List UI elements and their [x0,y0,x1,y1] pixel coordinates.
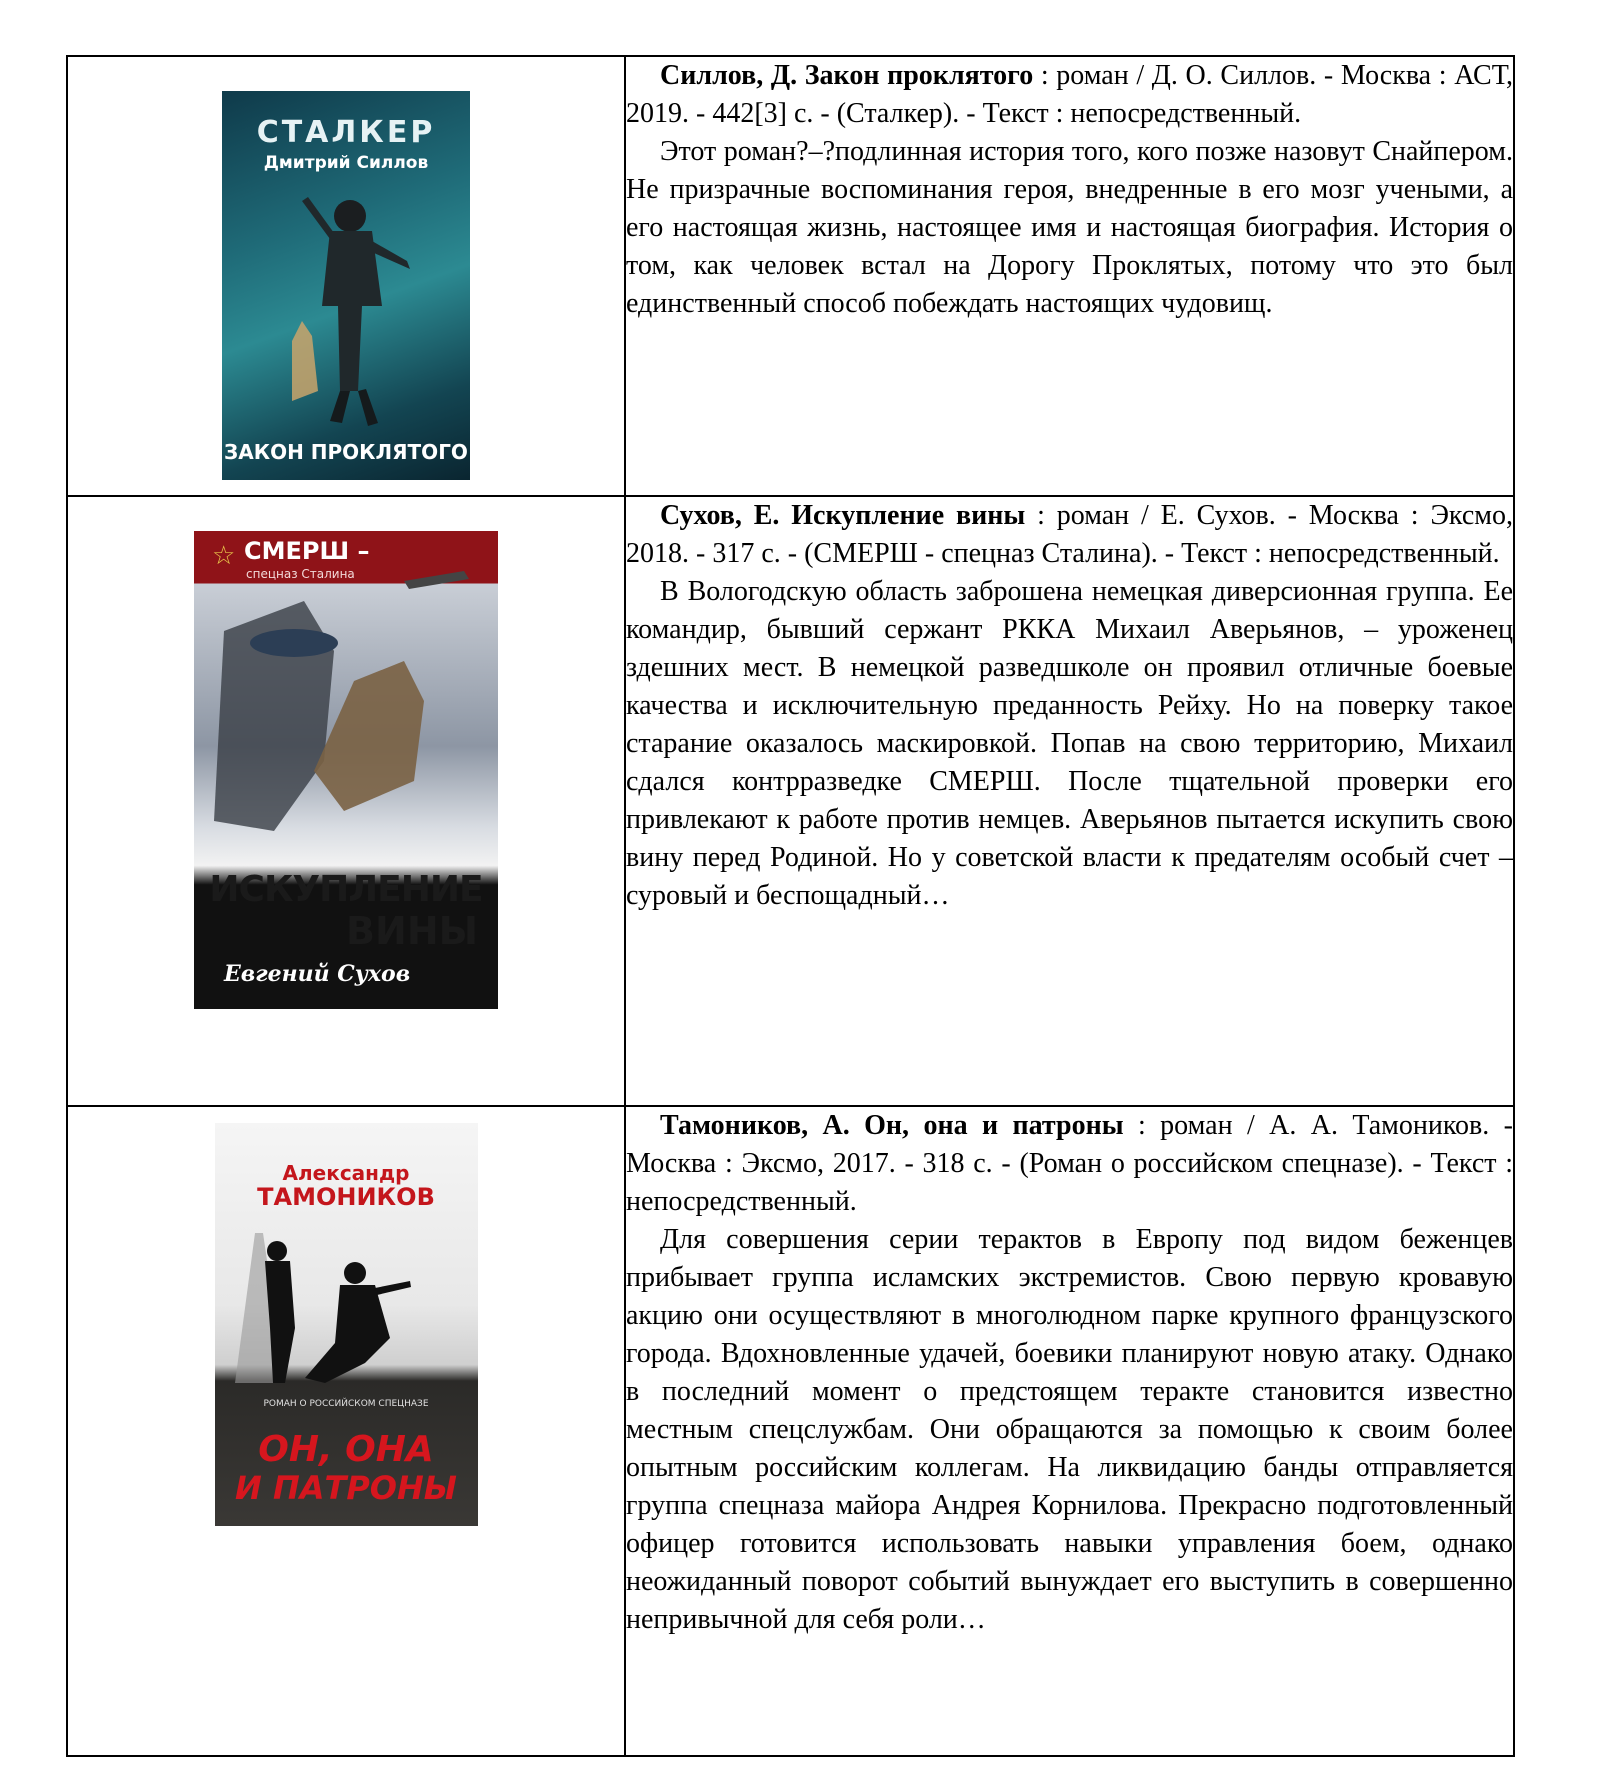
star-icon: ☆ [212,541,236,570]
cover-series-subtitle: спецназ Сталина [246,567,355,581]
annotation-text: В Вологодскую область заброшена немецкая диверсионная группа. Ее командир, бывший сержант РККА Михаил Аверьянов, – уроженец здешних мест. В немецкой разведшколе он проявил отличные боевые качества и исключительную преданность Рейху. Но на поверку такое старание оказалось маскировкой. Попав на свою территорию, Михаил сдался контрразведке СМЕРШ. После тщательной проверки его привлекают к работе против немцев. Аверьянов пытается искупить свою вину перед Родиной. Но у советской власти к предателям особый счет – суровый и беспощадный… [626,576,1513,911]
cover-cell [67,496,625,1106]
cover-author-first: Александр [282,1161,410,1185]
cover-cell [67,1106,625,1756]
cover-title: ЗАКОН ПРОКЛЯТОГО [224,440,468,464]
book-annotation [626,1221,1513,1639]
cover-title-line2: И ПАТРОНЫ [235,1469,457,1507]
cover-figure-illustration [222,91,470,480]
bibliographic-record [626,497,1513,573]
book-heading: Сухов, Е. Искупление вины [660,500,1026,531]
annotation-text: Для совершения серии терактов в Европу под видом беженцев прибывает группа исламских экстремистов. Свою первую кровавую акцию они осуществляют в многолюдном парке крупного французского города. Вдохновленные удачей, боевики планируют новую атаку. Однако в последний момент о предстоящем теракте становится известно местным спецслужбам. Они обращаются за помощью к своим более опытным российским коллегам. На ликвидацию банды отправляется группа спецназа майора Андрея Корнилова. Прекрасно подготовленный офицер готовится использовать навыки управления боем, однако неожиданный поворот событий вынуждает его выступить в совершенно непривычной для себя роли… [626,1224,1513,1635]
table-row [67,496,1514,1106]
table-row [67,56,1514,496]
book-cover-image [222,91,470,480]
description-cell [625,496,1514,1106]
cover-author: Дмитрий Силлов [263,153,429,173]
description-cell [625,56,1514,496]
book-annotation [626,133,1513,323]
books-table [66,55,1515,1757]
cover-cell [67,56,625,496]
description-cell [625,1106,1514,1756]
book-cover-image [194,531,498,1009]
cover-author: Евгений Сухов [224,961,411,987]
book-details: : роман / А. А. Тамоников. - Москва : Эксмо, 2017. - 318 с. - (Роман о российском спецназе). - Текст : непосредственный. [626,1110,1513,1217]
book-heading: Силлов, Д. Закон проклятого [660,60,1034,91]
cover-series: СМЕРШ – [244,537,370,565]
book-details: : роман / Е. Сухов. - Москва : Эксмо, 2018. - 317 с. - (СМЕРШ - спецназ Сталина). - Текст : непосредственный. [626,500,1513,569]
cover-title-line1: ИСКУПЛЕНИЕ [209,869,483,910]
book-annotation [626,573,1513,915]
table-row [67,1106,1514,1756]
bibliographic-record [626,57,1513,133]
cover-title-line1: ОН, ОНА [258,1429,434,1470]
cover-series: РОМАН О РОССИЙСКОМ СПЕЦНАЗЕ [263,1399,429,1409]
annotation-text: Этот роман?–?подлинная история того, кого позже назовут Снайпером. Не призрачные воспоминания героя, внедренные в его мозг учеными, а его настоящая жизнь, настоящее имя и настоящая биография. История о том, как человек встал на Дорогу Проклятых, потому что это был единственный способ побеждать настоящих чудовищ. [626,136,1513,319]
book-details: : роман / Д. О. Силлов. - Москва : АСТ, 2019. - 442[3] с. - (Сталкер). - Текст : непосредственный. [626,60,1513,129]
cover-series: СТАЛКЕР [256,115,436,150]
cover-title-line2: ВИНЫ [346,909,478,953]
cover-author-last: ТАМОНИКОВ [257,1183,435,1211]
book-cover-image [215,1123,478,1526]
book-heading: Тамоников, А. Он, она и патроны [660,1110,1124,1141]
bibliographic-record [626,1107,1513,1221]
